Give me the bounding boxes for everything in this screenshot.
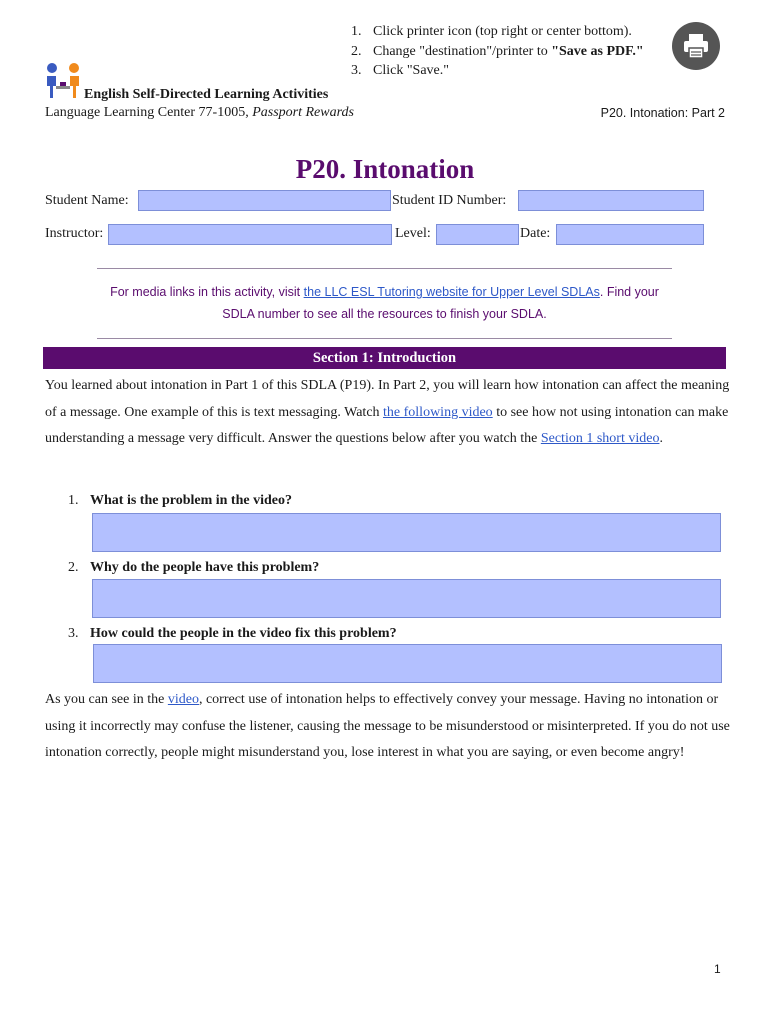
instructor-label: Instructor: (45, 226, 104, 241)
instruction-item: 2. Change "destination"/printer to "Save as PDF." (351, 43, 644, 59)
student-id-field[interactable] (518, 190, 704, 211)
instructor-field[interactable] (108, 224, 392, 245)
llc-tutoring-link[interactable]: the LLC ESL Tutoring website for Upper Level SDLAs (303, 285, 600, 299)
student-name-label: Student Name: (45, 193, 129, 208)
date-field[interactable] (556, 224, 704, 245)
question-3: 3. How could the people in the video fix this problem? (68, 626, 397, 641)
divider (97, 338, 672, 339)
following-video-link[interactable]: the following video (383, 404, 493, 420)
section-1-video-link[interactable]: Section 1 short video (540, 431, 660, 446)
question-2: 2. Why do the people have this problem? (68, 560, 320, 575)
section-1-heading: Section 1: Introduction (43, 347, 726, 369)
level-label: Level: (395, 226, 431, 241)
page-number: 1 (714, 962, 721, 976)
question-1: 1. What is the problem in the video? (68, 493, 292, 508)
media-note: For media links in this activity, visit the LLC ESL Tutoring website for Upper Level SDLAs. Find your SDLA number to see all the resources to finish your SDLA. (110, 285, 659, 321)
closing-paragraph: As you can see in the video, correct use of intonation helps to effectively convey your message. Having no intonation or using it incorrectly may confuse the listener, causing the message to be misunderstood or misinterpreted. If you do not use intonation correctly, people might misunderstand you, lose interest in what you are saying, or even become angry! (45, 692, 730, 760)
intro-paragraph: You learned about intonation in Part 1 of this SDLA (P19). In Part 2, you will learn how intonation can affect the meaning of a message. One example of this is text messaging. Watch the following video to see how not using intonation can make understanding a message very difficult. Answer the questions below after you watch the Section 1 short video. (45, 378, 730, 446)
student-name-field[interactable] (138, 190, 391, 211)
instruction-item: 1. Click printer icon (top right or center bottom). (351, 24, 632, 39)
video-link[interactable]: video (167, 692, 199, 707)
divider (97, 268, 672, 269)
print-button[interactable] (672, 22, 720, 70)
org-title: English Self-Directed Learning Activities (84, 87, 329, 102)
instruction-item: 3. Click "Save." (351, 63, 449, 78)
org-subtitle: Language Learning Center 77-1005, Passport Rewards (45, 105, 354, 120)
level-field[interactable] (436, 224, 519, 245)
page-title: P20. Intonation (295, 154, 475, 184)
answer-3-field[interactable] (93, 644, 722, 683)
answer-1-field[interactable] (92, 513, 721, 552)
printer-icon (681, 31, 711, 61)
date-label: Date: (520, 226, 551, 241)
llc-logo (44, 62, 84, 102)
header-activity-label: P20. Intonation: Part 2 (600, 106, 725, 120)
print-instructions (351, 22, 644, 81)
student-id-label: Student ID Number: (392, 193, 507, 208)
answer-2-field[interactable] (92, 579, 721, 618)
